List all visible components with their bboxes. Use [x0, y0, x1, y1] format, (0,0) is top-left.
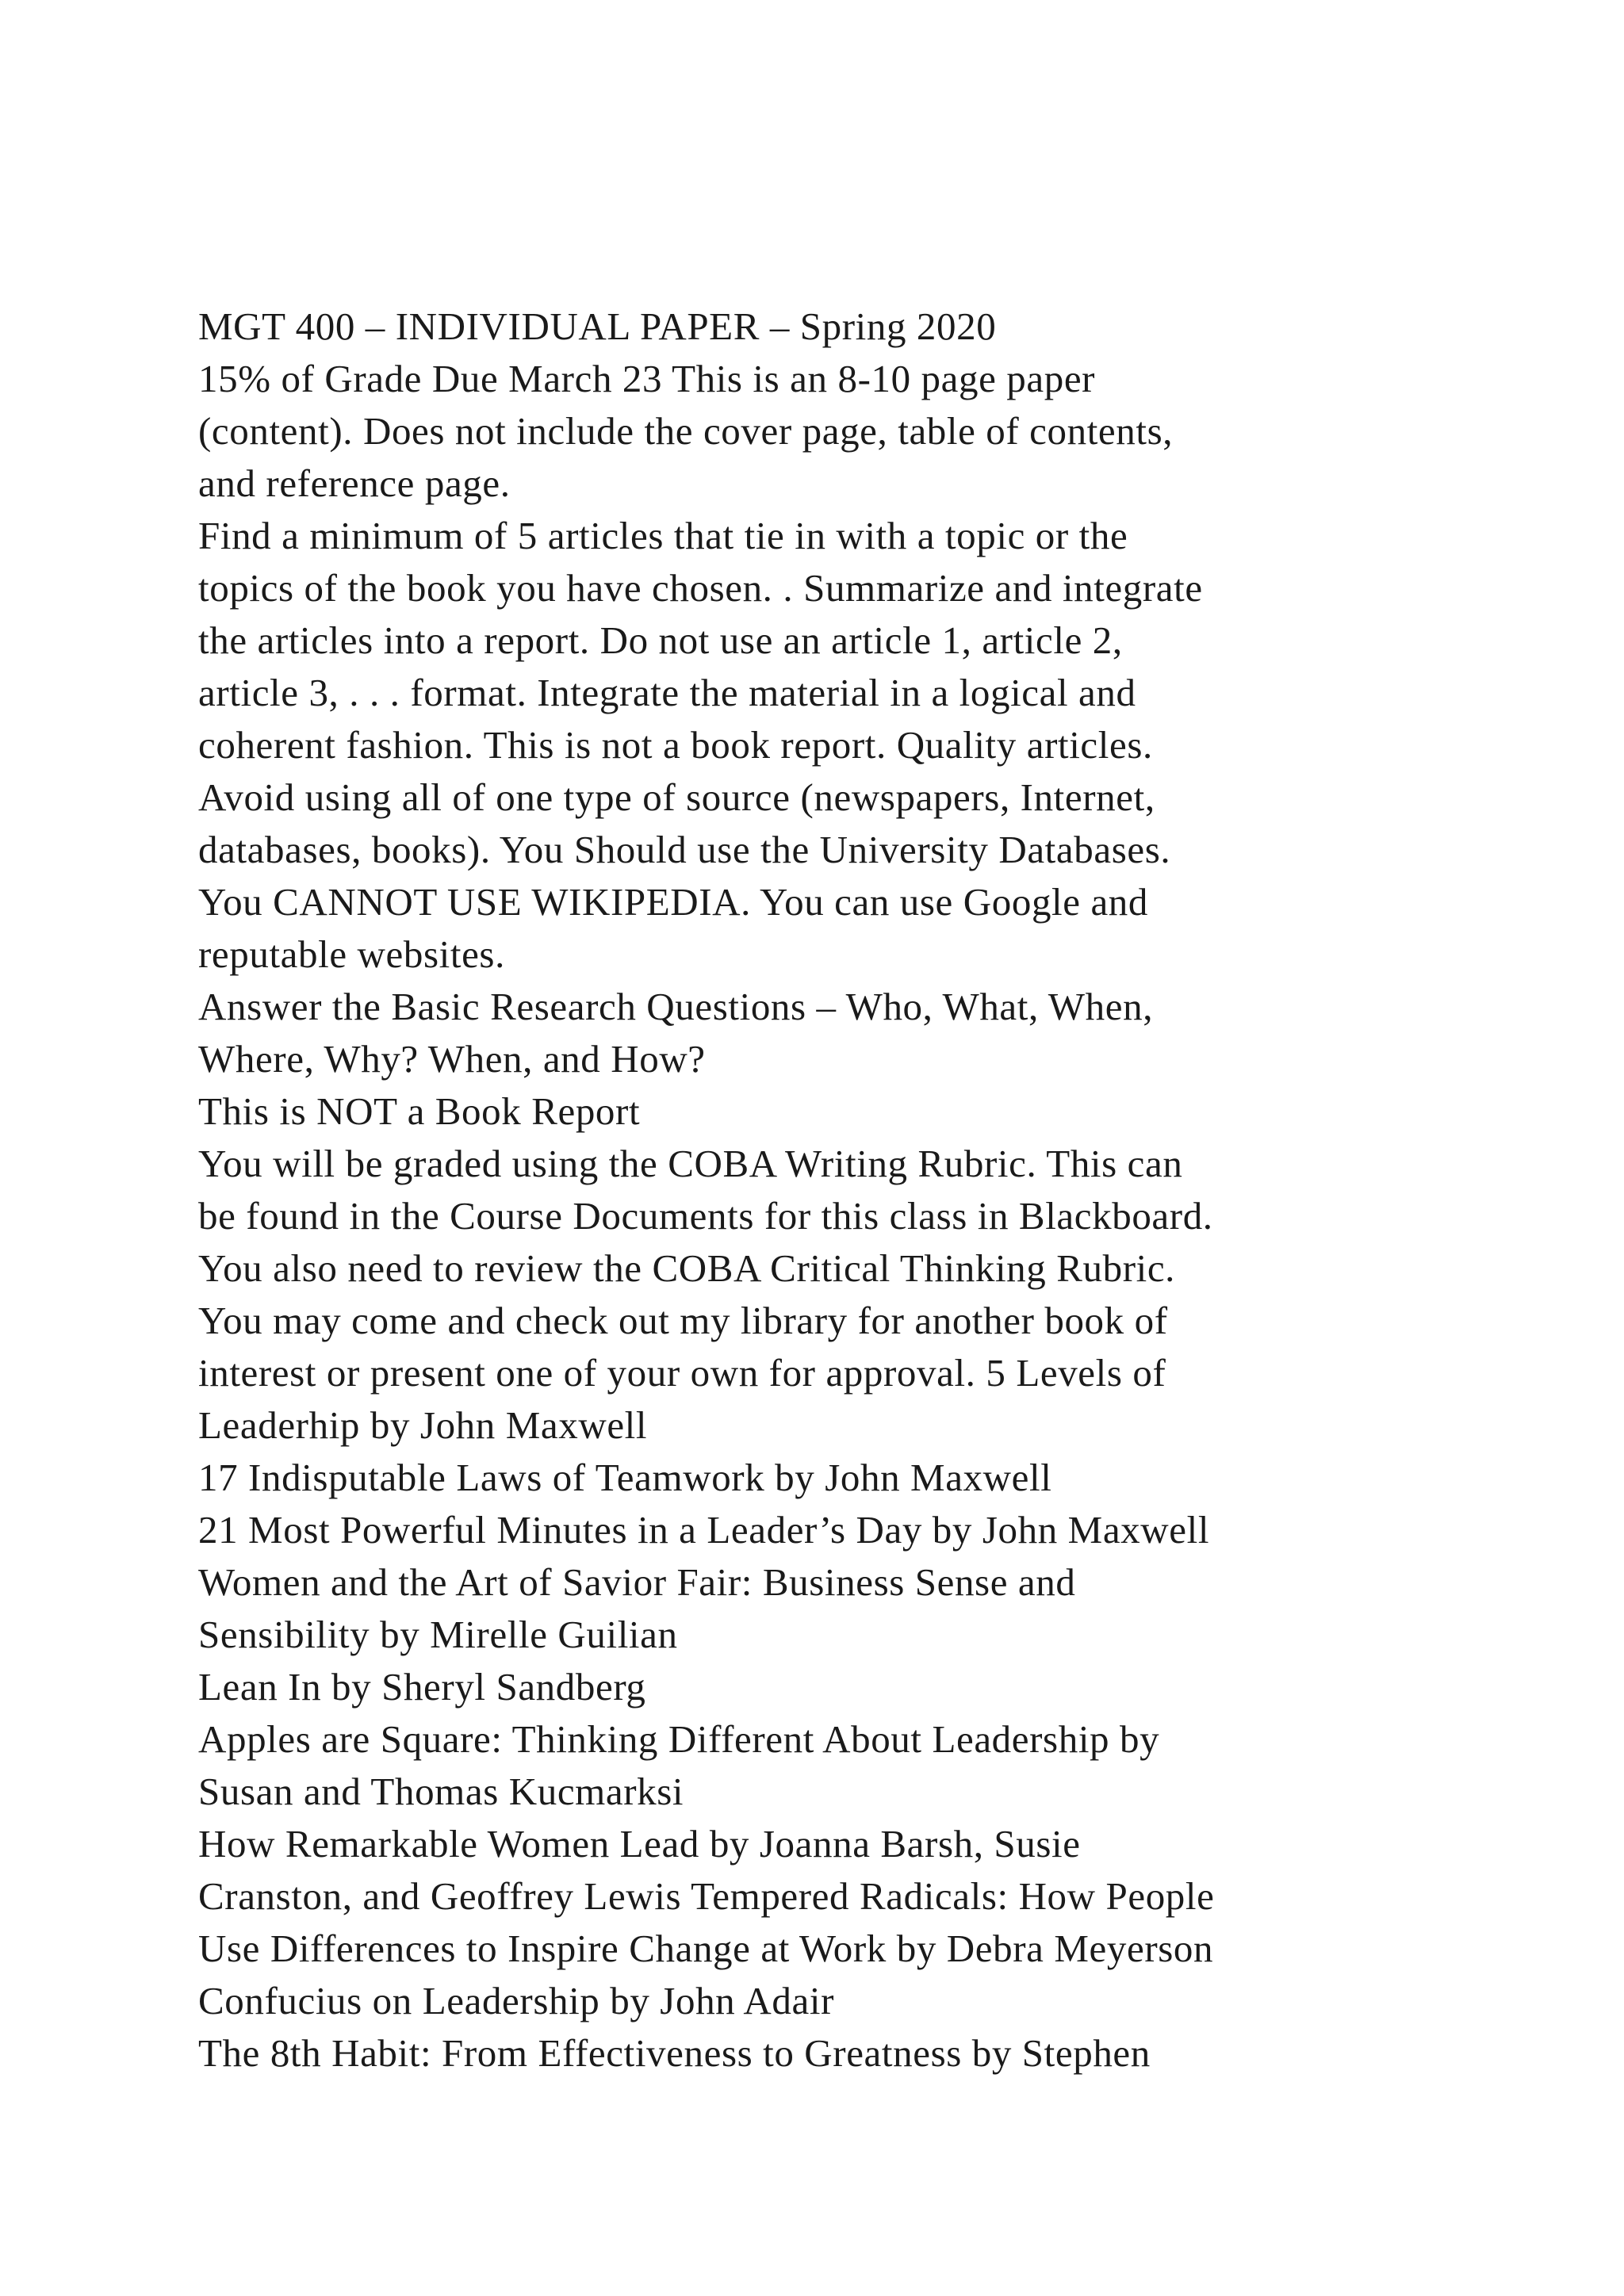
text-line: (content). Does not include the cover page, table of contents, — [198, 409, 1174, 453]
document-title: MGT 400 – INDIVIDUAL PAPER – Spring 2020 — [198, 304, 997, 348]
book-list-item: Susan and Thomas Kucmarksi — [198, 1770, 684, 1813]
book-list-item: Confucius on Leadership by John Adair — [198, 1979, 834, 2022]
text-line: Avoid using all of one type of source (newspapers, Internet, — [198, 775, 1155, 819]
text-line: databases, books). You Should use the University Databases. — [198, 828, 1171, 871]
text-line: article 3, . . . format. Integrate the material in a logical and — [198, 671, 1136, 714]
book-list-item: Lean In by Sheryl Sandberg — [198, 1665, 646, 1709]
text-line: topics of the book you have chosen. . Summarize and integrate — [198, 566, 1203, 610]
book-list-item: Women and the Art of Savior Fair: Business Sense and — [198, 1560, 1076, 1604]
text-line: 15% of Grade Due March 23 This is an 8-10 page paper — [198, 357, 1096, 400]
text-line: This is NOT a Book Report — [198, 1089, 641, 1133]
text-line: Find a minimum of 5 articles that tie in with a topic or the — [198, 514, 1128, 557]
book-list-item: 17 Indisputable Laws of Teamwork by John Maxwell — [198, 1456, 1052, 1499]
book-list-item: Sensibility by Mirelle Guilian — [198, 1613, 678, 1656]
text-line: reputable websites. — [198, 932, 505, 976]
text-line: You will be graded using the COBA Writing Rubric. This can — [198, 1142, 1183, 1185]
text-line: Answer the Basic Research Questions – Who, What, When, — [198, 985, 1154, 1028]
text-line: You CANNOT USE WIKIPEDIA. You can use Google and — [198, 880, 1149, 924]
text-line: coherent fashion. This is not a book report. Quality articles. — [198, 723, 1153, 767]
book-list-item: 21 Most Powerful Minutes in a Leader’s Day by John Maxwell — [198, 1508, 1210, 1552]
book-list-item: Apples are Square: Thinking Different About Leadership by — [198, 1717, 1160, 1761]
text-line: You may come and check out my library for another book of — [198, 1299, 1168, 1342]
book-list-item: Cranston, and Geoffrey Lewis Tempered Radicals: How People — [198, 1874, 1215, 1918]
text-line: and reference page. — [198, 461, 511, 505]
text-line: the articles into a report. Do not use an article 1, article 2, — [198, 618, 1123, 662]
book-list-item: Use Differences to Inspire Change at Work by Debra Meyerson — [198, 1927, 1214, 1970]
book-list-item: The 8th Habit: From Effectiveness to Greatness by Stephen — [198, 2031, 1151, 2075]
text-line: be found in the Course Documents for this class in Blackboard. — [198, 1194, 1213, 1238]
text-line: Where, Why? When, and How? — [198, 1037, 706, 1081]
book-list-item: How Remarkable Women Lead by Joanna Barsh, Susie — [198, 1822, 1081, 1866]
text-line: You also need to review the COBA Critical Thinking Rubric. — [198, 1246, 1176, 1290]
text-line: interest or present one of your own for approval. 5 Levels of — [198, 1351, 1166, 1395]
book-list-item: Leaderhip by John Maxwell — [198, 1403, 648, 1447]
